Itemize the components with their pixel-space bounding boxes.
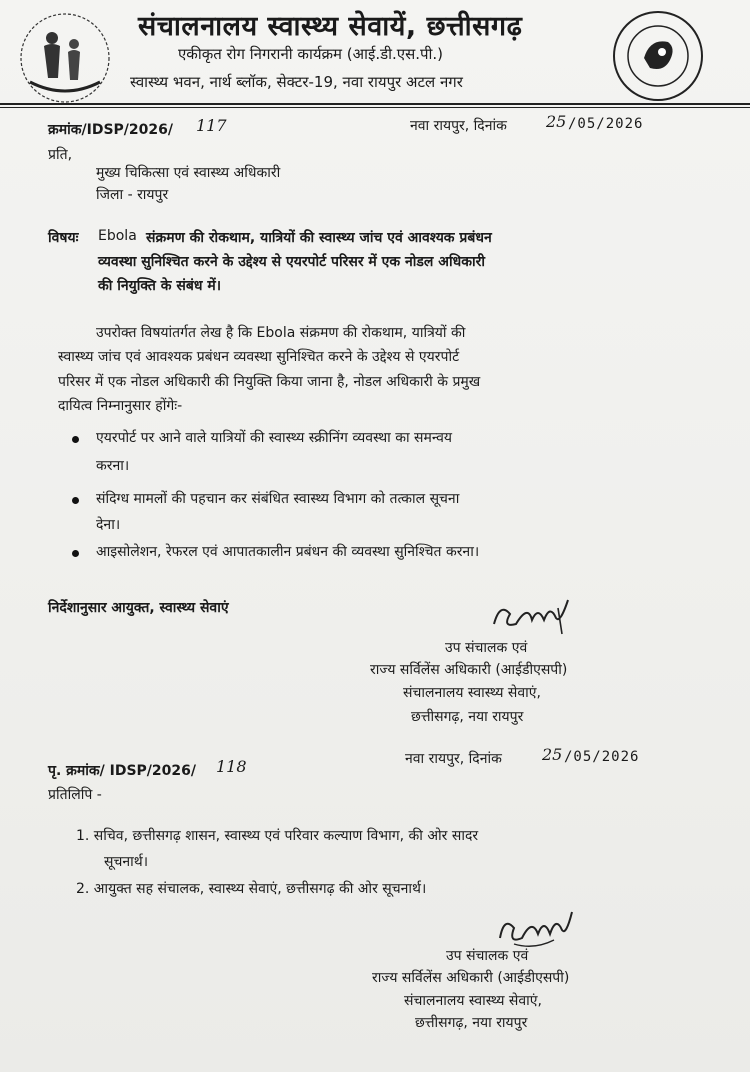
copy-item-1-line-1: 1. सचिव, छत्तीसगढ़ शासन, स्वास्थ्य एवं परिवार कल्याण विभाग, की ओर सादर xyxy=(76,828,479,844)
duty-2-line-1: संदिग्ध मामलों की पहचान कर संबंधित स्वास्थ्य विभाग को तत्काल सूचना xyxy=(96,491,460,507)
surveillance-seal-icon xyxy=(610,8,706,104)
date-day-handwritten: 25 xyxy=(546,112,567,131)
health-department-logo-icon xyxy=(10,8,120,108)
duty-2-line-2: देना। xyxy=(96,517,121,533)
copy-item-2-line-1: 2. आयुक्त सह संचालक, स्वास्थ्य सेवाएं, छत्तीसगढ़ की ओर सूचनार्थ। xyxy=(76,881,427,897)
office-address: स्वास्थ्य भवन, नार्थ ब्लॉक, सेक्टर-19, नवा रायपुर अटल नगर xyxy=(130,73,463,91)
duty-3-line-1: आइसोलेशन, रेफरल एवं आपातकालीन प्रबंधन की व्यवस्था सुनिश्चित करना। xyxy=(96,544,480,560)
date-month-year: /05/2026 xyxy=(568,116,644,132)
program-name: एकीकृत रोग निगरानी कार्यक्रम (आई.डी.एस.पी.) xyxy=(178,45,444,63)
reference-number-handwritten: 117 xyxy=(196,116,227,135)
subject-line-3: की नियुक्ति के संबंध में। xyxy=(98,278,221,294)
signatory-1-office: संचालनालय स्वास्थ्य सेवाएं, xyxy=(403,685,541,701)
copy-reference-handwritten: 118 xyxy=(216,757,247,776)
signature-1-icon xyxy=(488,594,574,644)
body-line-2: स्वास्थ्य जांच एवं आवश्यक प्रबंधन व्यवस्था सुनिश्चित करने के उद्देश्य से एयरपोर्ट xyxy=(58,349,460,365)
signatory-2-designation: राज्य सर्विलेंस अधिकारी (आईडीएसपी) xyxy=(372,970,570,986)
recipient-district: जिला - रायपुर xyxy=(96,187,169,203)
department-title: संचालनालय स्वास्थ्य सेवायें, छत्तीसगढ़ xyxy=(138,11,523,42)
prati-label: प्रति, xyxy=(48,147,73,163)
pratilipi-label: प्रतिलिपि - xyxy=(48,787,102,803)
copy-reference-label: पृ. क्रमांक/ IDSP/2026/ xyxy=(48,763,196,779)
subject-label: विषयः xyxy=(48,230,79,246)
bullet-dot xyxy=(72,497,79,504)
bullet-dot xyxy=(72,550,79,557)
signatory-1-designation: राज्य सर्विलेंस अधिकारी (आईडीएसपी) xyxy=(370,662,568,678)
signatory-2-office: संचालनालय स्वास्थ्य सेवाएं, xyxy=(404,993,542,1009)
body-line-1: उपरोक्त विषयांतर्गत लेख है कि Ebola संक्रमण की रोकथाम, यात्रियों की xyxy=(96,325,466,341)
subject-line-1: संक्रमण की रोकथाम, यात्रियों की स्वास्थ्य जांच एवं आवश्यक प्रबंधन xyxy=(146,230,492,246)
place-date-label: नवा रायपुर, दिनांक xyxy=(410,118,507,134)
bullet-dot xyxy=(72,436,79,443)
recipient-designation: मुख्य चिकित्सा एवं स्वास्थ्य अधिकारी xyxy=(96,165,281,181)
reference-number-label: क्रमांक/IDSP/2026/ xyxy=(48,122,173,138)
header-divider-thin xyxy=(0,107,750,108)
header-divider xyxy=(0,103,750,105)
subject-line-2: व्यवस्था सुनिश्चित करने के उद्देश्य से एयरपोर्ट परिसर में एक नोडल अधिकारी xyxy=(98,254,485,270)
copy-item-1-line-2: सूचनार्थ। xyxy=(104,854,149,870)
copy-place-date-label: नवा रायपुर, दिनांक xyxy=(405,751,502,767)
copy-date-day-handwritten: 25 xyxy=(542,745,563,764)
signatory-2-location: छत्तीसगढ़, नया रायपुर xyxy=(415,1015,528,1031)
body-line-4: दायित्व निम्नानुसार होंगेः- xyxy=(58,398,183,414)
signatory-1-title: उप संचालक एवं xyxy=(445,640,528,656)
duty-1-line-1: एयरपोर्ट पर आने वाले यात्रियों की स्वास्थ्य स्क्रीनिंग व्यवस्था का समन्वय xyxy=(96,430,452,446)
directive-line: निर्देशानुसार आयुक्त, स्वास्थ्य सेवाएं xyxy=(48,600,229,616)
signatory-2-title: उप संचालक एवं xyxy=(446,948,529,964)
signatory-1-location: छत्तीसगढ़, नया रायपुर xyxy=(411,709,524,725)
duty-1-line-2: करना। xyxy=(96,458,130,474)
body-line-3: परिसर में एक नोडल अधिकारी की नियुक्ति किया जाना है, नोडल अधिकारी के प्रमुख xyxy=(58,374,481,390)
copy-date-month-year: /05/2026 xyxy=(564,749,640,765)
subject-ebola: Ebola xyxy=(98,228,137,244)
